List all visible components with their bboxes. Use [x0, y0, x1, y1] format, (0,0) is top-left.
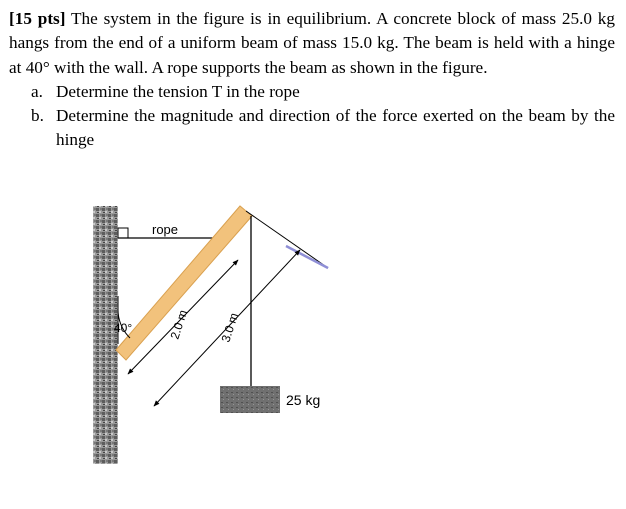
hatch-line	[286, 246, 328, 268]
beam-figure	[90, 196, 340, 471]
problem-statement	[9, 7, 615, 153]
points-label: [15 pts]	[9, 9, 66, 28]
question-parts	[9, 80, 615, 153]
beam-diagram	[90, 196, 340, 471]
part-b	[9, 104, 615, 153]
rope-label: rope	[152, 222, 179, 237]
concrete-block	[220, 386, 280, 413]
problem-stem	[9, 7, 615, 80]
short-dimension-label: 2.0 m	[167, 308, 191, 341]
right-angle-mark	[118, 228, 128, 238]
long-dimension-label: 3.0 m	[218, 311, 242, 344]
beam-end-extension	[246, 211, 328, 268]
part-b-text: Determine the magnitude and direction of the force exerted on the beam by the hinge	[56, 106, 615, 150]
part-a-text: Determine the tension T in the rope	[56, 81, 300, 101]
block-label: 25 kg	[286, 392, 321, 408]
wall	[93, 206, 118, 464]
part-a	[9, 80, 615, 104]
part-b-marker: b.	[31, 106, 44, 126]
stem-text: The system in the figure is in equilibrium. A concrete block of mass 25.0 kg hangs from the end of a uniform beam of mass 15.0 kg. The beam is held with a hinge at 40° with the wall. A rope supports the beam as shown in the figure.	[9, 9, 615, 77]
angle-label: 40°	[114, 321, 133, 335]
part-a-marker: a.	[31, 81, 43, 101]
